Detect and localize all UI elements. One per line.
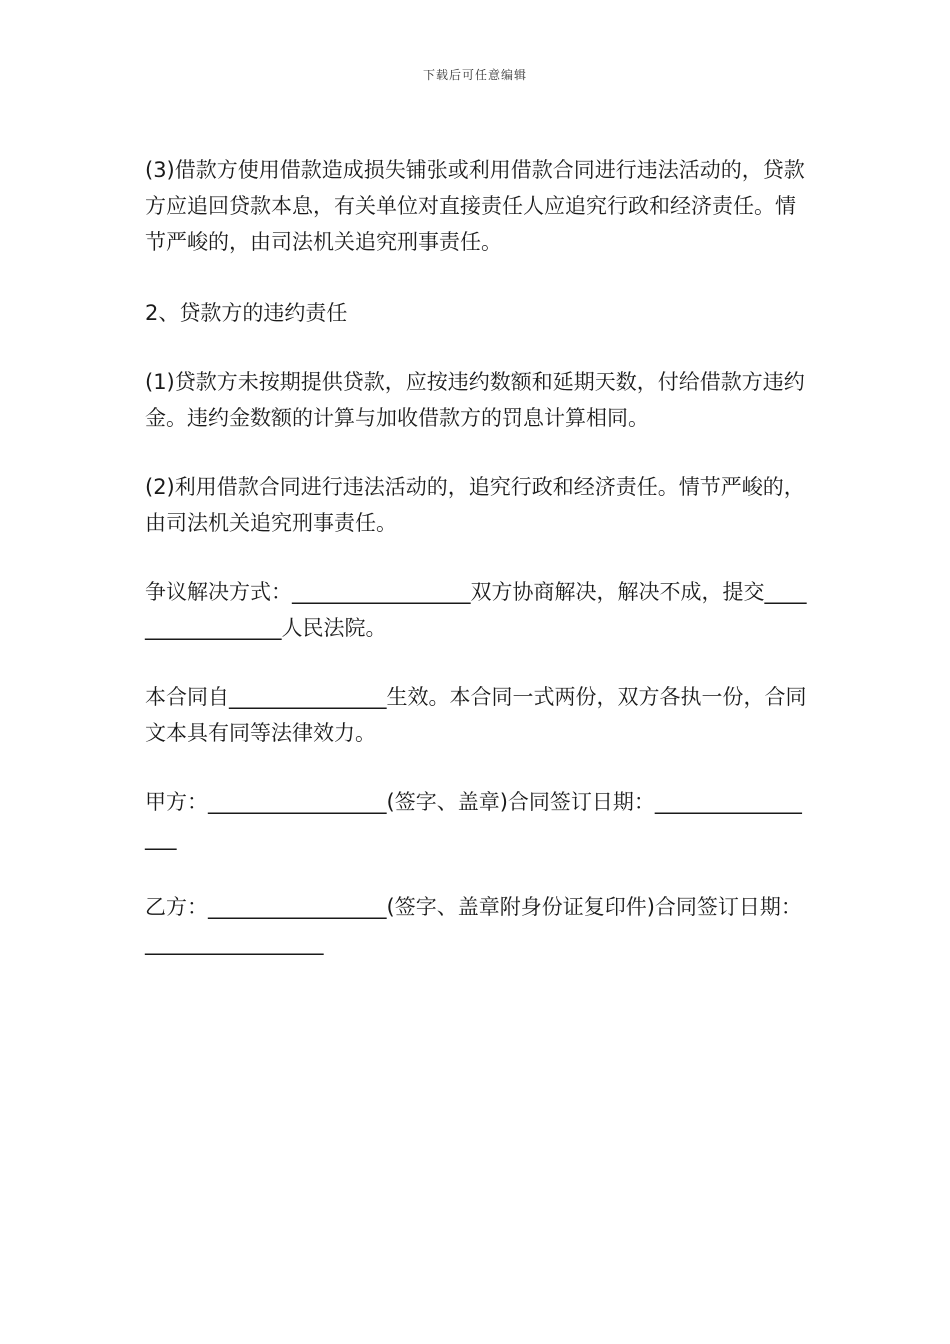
paragraph-borrower-penalty-3: (3)借款方使用借款造成损失铺张或利用借款合同进行违法活动的，贷款方应追回贷款本息，有关单位对直接责任人应追究行政和经济责任。情节严峻的，由司法机关追究刑事责任。 <box>145 158 805 254</box>
paragraph-lender-penalty-1: (1)贷款方未按期提供贷款，应按违约数额和延期天数，付给借款方违约金。违约金数额的计算与加收借款方的罚息计算相同。 <box>145 370 805 430</box>
document-body <box>145 152 810 961</box>
paragraph-lender-penalty-2: (2)利用借款合同进行违法活动的，追究行政和经济责任。情节严峻的，由司法机关追究刑事责任。 <box>145 475 805 535</box>
section-heading-lender-liability: 2、贷款方的违约责任 <box>145 301 348 325</box>
paragraph-dispute-resolution: 争议解决方式：_________________双方协商解决，解决不成，提交_________________人民法院。 <box>145 580 807 640</box>
paragraph-effective-date: 本合同自_______________生效。本合同一式两份，双方各执一份，合同文本具有同等法律效力。 <box>145 685 807 745</box>
page-header-note: 下载后可任意编辑 <box>422 68 527 82</box>
signature-party-b: 乙方：_________________(签字、盖章附身份证复印件)合同签订日期：_________________ <box>145 895 802 955</box>
signature-party-a: 甲方：_________________(签字、盖章)合同签订日期：_________________ <box>145 790 802 850</box>
